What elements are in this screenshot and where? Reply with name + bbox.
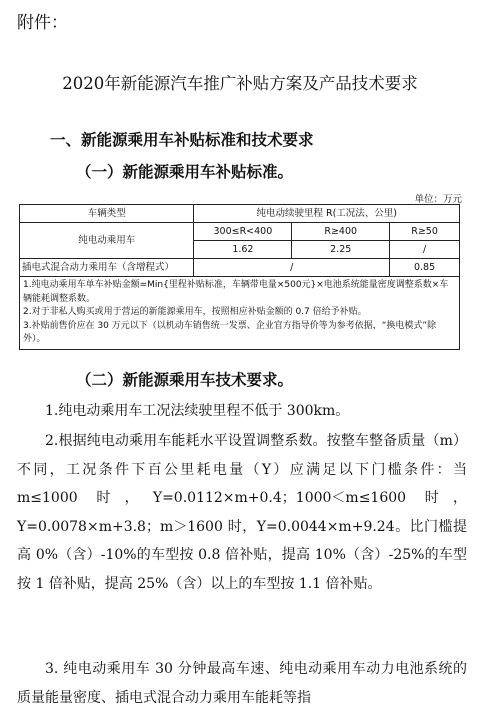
subsection-heading-1: （一）新能源乘用车补贴标准。 <box>76 163 294 181</box>
header-vehicle-type: 车辆类型 <box>20 205 194 223</box>
range-cell: 300≤R<400 <box>194 223 292 241</box>
paragraph-2: 2.根据纯电动乘用车能耗水平设置调整系数。按整车整备质量（m）不同，工况条件下百公里耗电量（Y）应满足以下门槛条件：当 m≤1000 时，Y=0.0112×m+0.4；1000＜m≤1600 时，Y=0.0078×m+3.8；m＞1600 时，Y=0.0044×m+9.24。比门槛提高 0%（含）-10%的车型按 0.8 倍补贴，提高 10%（含）-25%的车型按 1 倍补贴，提高 25%（含）以上的车型按 1.1 倍补贴。 <box>17 433 467 592</box>
header-range: 纯电动续驶里程 R(工况法、公里) <box>194 205 460 223</box>
table-row <box>20 259 460 277</box>
table-notes <box>20 277 460 350</box>
range-cell: R≥400 <box>292 223 390 241</box>
bev-value-cell: 1.62 <box>194 241 292 259</box>
bev-value-cell: / <box>390 241 460 259</box>
document-title: 2020年新能源汽车推广补贴方案及产品技术要求 <box>62 74 418 93</box>
table-unit-label: 单位：万元 <box>414 194 462 205</box>
phev-mid-cell: / <box>194 259 390 277</box>
section-heading-1: 一、新能源乘用车补贴标准和技术要求 <box>50 131 314 149</box>
subsidy-table <box>19 204 460 350</box>
attachment-label: 附件： <box>17 13 68 33</box>
table-note: 2.对于非私人购买或用于营运的新能源乘用车，按照相应补贴金额的 0.7 倍给予补贴。 <box>23 307 367 317</box>
table-note: 3.补贴前售价应在 30 万元以下（以机动车销售统一发票、企业官方指导价等为参考依据，“换电模式”除外）。 <box>23 320 437 344</box>
row-bev-label: 纯电动乘用车 <box>20 223 194 259</box>
table-row <box>20 277 460 350</box>
paragraph-1: 1.纯电动乘用车工况法续驶里程不低于 300km。 <box>45 403 350 419</box>
table-row <box>20 205 460 223</box>
paragraph-3: 3. 纯电动乘用车 30 分钟最高车速、纯电动乘用车动力电池系统的质量能量密度、插电式混合动力乘用车能耗等指 <box>17 661 467 706</box>
subsection-heading-2: （二）新能源乘用车技术要求。 <box>76 371 294 389</box>
table-row <box>20 223 460 241</box>
phev-value-cell: 0.85 <box>390 259 460 277</box>
range-cell: R≥50 <box>390 223 460 241</box>
row-phev-label: 插电式混合动力乘用车（含增程式） <box>20 259 194 277</box>
bev-value-cell: 2.25 <box>292 241 390 259</box>
table-note: 1.纯电动乘用车单车补贴金额=Min{里程补贴标准，车辆带电量×500元}×电池系统能量密度调整系数×车辆能耗调整系数。 <box>23 280 449 304</box>
